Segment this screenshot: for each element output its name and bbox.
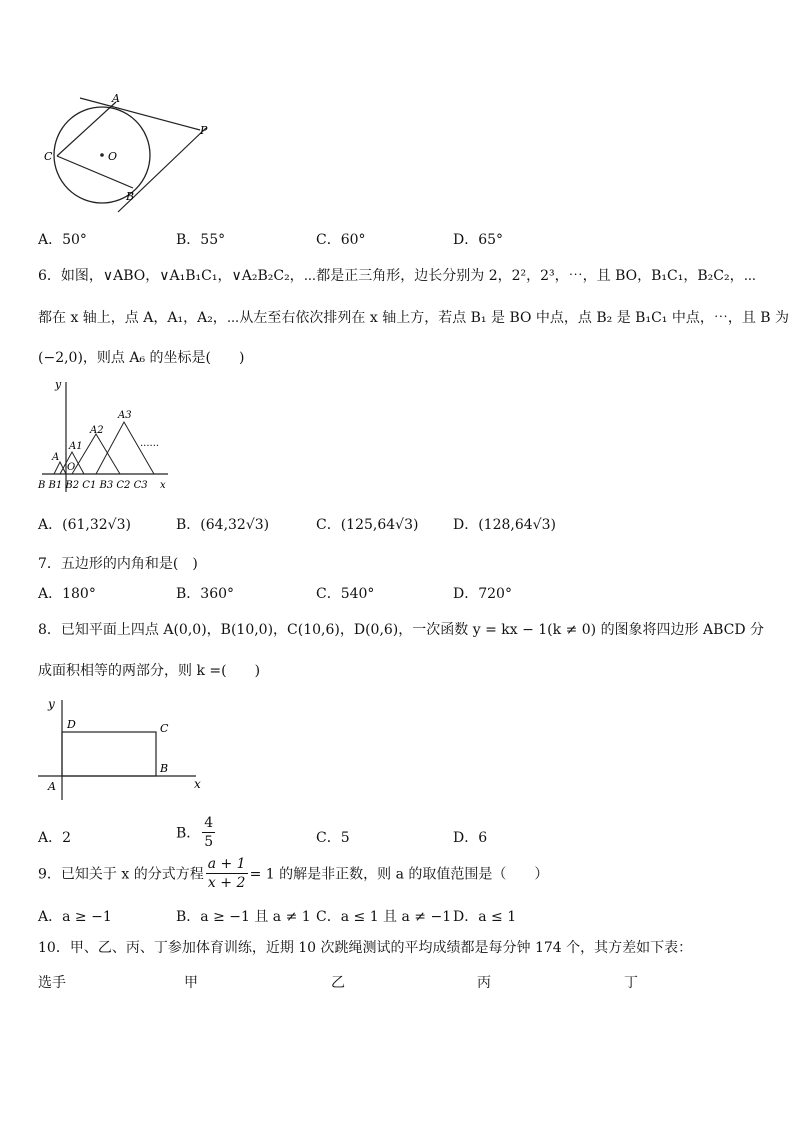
q7-stem: 7．五边形的内角和是( ) — [38, 556, 198, 572]
rectangle-figure — [36, 692, 206, 802]
q8-option-b-fraction — [202, 814, 215, 851]
label-p: P — [200, 124, 208, 137]
q8-stem-line1: 8．已知平面上四点 A(0,0)，B(10,0)，C(10,6)，D(0,6)，一次函数 y = kx − 1(k ≠ 0) 的图象将四边形 ABCD 分 — [38, 622, 765, 638]
axis-label-y: y — [55, 378, 62, 391]
label-d: D — [67, 718, 76, 731]
q6-option-b[interactable]: B．(64,32√3) — [176, 517, 270, 533]
q6-stem-line2: 都在 x 轴上，点 A，A₁，A₂，⋯从左至右依次排列在 x 轴上方，若点 B₁ 是 BO 中点，点 B₂ 是 B₁C₁ 中点，⋯，且 B 为 — [38, 310, 790, 326]
q7-option-c[interactable]: C．540° — [316, 586, 375, 602]
q10-table-header-jia: 甲 — [184, 975, 198, 991]
q9-fraction-denominator: x + 2 — [207, 875, 246, 891]
q8-option-b-prefix: B． — [176, 825, 201, 842]
label-c: C — [44, 150, 53, 163]
q7-option-a[interactable]: A．180° — [38, 586, 96, 602]
q9-stem-prefix: 9．已知关于 x 的分式方程 — [38, 866, 204, 883]
q8-option-d[interactable]: D．6 — [453, 830, 488, 846]
q9-option-d[interactable]: D．a ≤ 1 — [453, 909, 517, 925]
q7-option-b[interactable]: B．360° — [176, 586, 235, 602]
rectangle-abcd — [62, 732, 156, 776]
triangles-figure — [36, 376, 176, 494]
q10-table-header-ding: 丁 — [624, 975, 638, 991]
q8-option-a[interactable]: A．2 — [38, 830, 72, 846]
q8-option-c[interactable]: C．5 — [316, 830, 350, 846]
q8-stem-line2: 成面积相等的两部分，则 k =( ) — [38, 663, 261, 679]
axis-label-x: x — [160, 480, 166, 491]
q5-option-d[interactable]: D．65° — [453, 232, 504, 248]
q9-stem-suffix: = 1 的解是非正数，则 a 的取值范围是（ ） — [249, 866, 549, 883]
chord-cb — [57, 156, 133, 188]
label-b: B — [160, 762, 169, 775]
label-a1: A1 — [69, 441, 83, 452]
q6-option-d[interactable]: D．(128,64√3) — [453, 517, 556, 533]
q9-fraction-numerator: a + 1 — [207, 856, 246, 872]
label-c: C — [160, 722, 169, 735]
q7-option-d[interactable]: D．720° — [453, 586, 512, 602]
q9-equation-fraction — [206, 855, 248, 892]
label-o: O — [67, 462, 76, 473]
q10-table-header-player: 选手 — [38, 975, 66, 991]
q5-option-b[interactable]: B．55° — [176, 232, 226, 248]
circle-tangent-figure — [36, 90, 236, 215]
label-o: O — [108, 150, 118, 163]
q5-option-a[interactable]: A．50° — [38, 232, 87, 248]
q10-table-header-bing: 丙 — [477, 975, 491, 991]
q9-option-b[interactable]: B．a ≥ −1 且 a ≠ 1 — [176, 909, 311, 925]
triangle-abo — [54, 462, 66, 474]
q6-stem-line1: 6．如图，∨ABO，∨A₁B₁C₁，∨A₂B₂C₂，⋯都是正三角形，边长分别为 2，2²，2³，⋯，且 BO，B₁C₁，B₂C₂，⋯ — [38, 268, 757, 284]
label-b: B — [126, 190, 135, 203]
triangle-a2b2c2 — [72, 434, 120, 474]
axis-label-x: x — [194, 777, 201, 791]
q10-stem: 10．甲、乙、丙、丁参加体育训练，近期 10 次跳绳测试的平均成绩都是每分钟 174 个，其方差如下表： — [38, 940, 693, 956]
center-dot — [100, 153, 104, 157]
label-a2: A2 — [90, 425, 104, 436]
q6-option-c[interactable]: C．(125,64√3) — [316, 517, 419, 533]
q9-option-c[interactable]: C．a ≤ 1 且 a ≠ −1 — [316, 909, 452, 925]
label-a: A — [52, 452, 60, 463]
q9-stem — [38, 855, 548, 892]
q8-option-b-denominator: 5 — [204, 834, 214, 850]
axis-label-y: y — [48, 697, 55, 711]
q6-option-a[interactable]: A．(61,32√3) — [38, 517, 131, 533]
q8-option-b-numerator: 4 — [204, 815, 214, 831]
label-a: A — [48, 780, 56, 793]
q5-option-c[interactable]: C．60° — [316, 232, 366, 248]
label-a3: A3 — [118, 410, 132, 421]
bottom-point-labels: B B1 B2 C1 B3 C2 C3 — [38, 480, 148, 491]
q9-option-a[interactable]: A．a ≥ −1 — [38, 909, 112, 925]
q8-option-b[interactable] — [176, 814, 217, 851]
ellipsis-dots: ...... — [140, 438, 160, 449]
q6-stem-line3: (−2,0)，则点 A₆ 的坐标是( ) — [38, 350, 245, 366]
label-a: A — [112, 92, 120, 105]
q10-table-header-yi: 乙 — [331, 975, 345, 991]
